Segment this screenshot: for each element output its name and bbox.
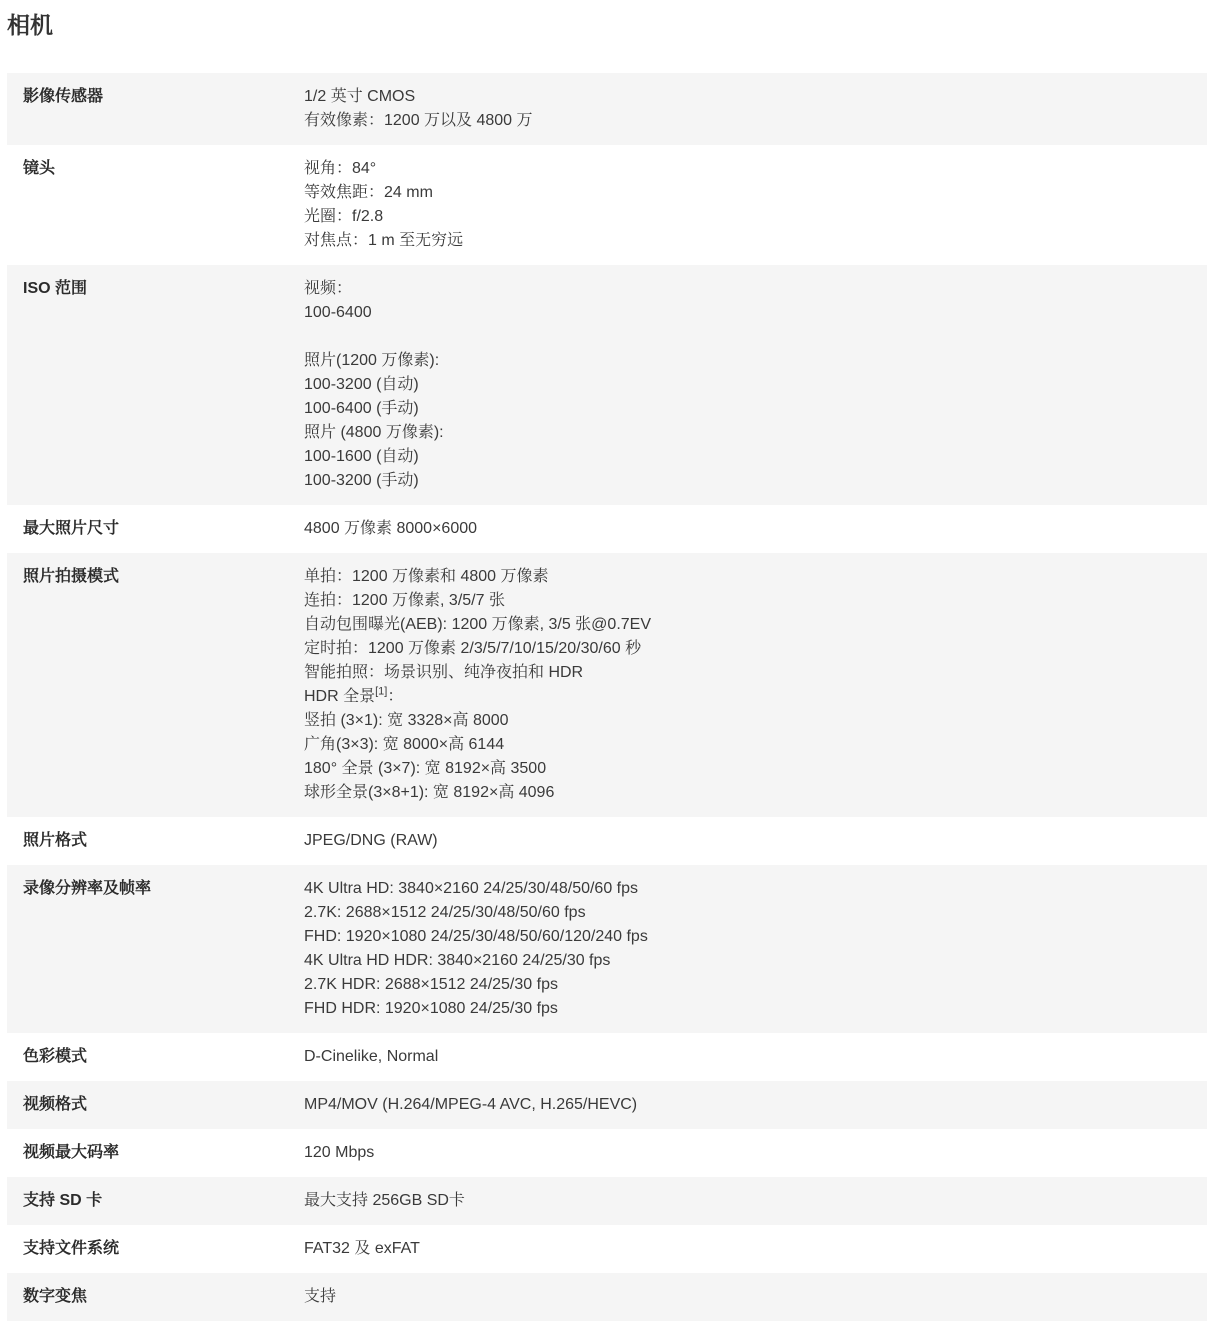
spec-row-image-sensor bbox=[7, 73, 1207, 145]
spec-value bbox=[304, 1093, 1207, 1117]
spec-line: 100-3200 (手动) bbox=[304, 472, 419, 489]
hdr-panorama-colon: ： bbox=[387, 688, 404, 705]
spec-line: 自动包围曝光(AEB): 1200 万像素, 3/5 张@0.7EV bbox=[304, 616, 652, 633]
spec-label: 镜头 bbox=[23, 160, 56, 177]
spec-label: 最大照片尺寸 bbox=[23, 520, 120, 537]
spec-label: 支持 SD 卡 bbox=[23, 1192, 103, 1209]
spec-label: 影像传感器 bbox=[23, 88, 104, 105]
spec-label: 数字变焦 bbox=[23, 1288, 88, 1305]
spec-line: 等效焦距：24 mm bbox=[304, 184, 433, 201]
spec-value bbox=[304, 565, 1207, 805]
spec-line-hdr-panorama bbox=[304, 685, 1207, 709]
spec-row-iso-range bbox=[7, 265, 1207, 505]
spec-line: 智能拍照：场景识别、纯净夜拍和 HDR bbox=[304, 664, 584, 681]
spec-line: 视角：84° bbox=[304, 160, 377, 177]
spec-value bbox=[304, 1237, 1207, 1261]
spec-line: 球形全景(3×8+1): 宽 8192×高 4096 bbox=[304, 784, 555, 801]
spec-value bbox=[304, 1141, 1207, 1165]
spec-value bbox=[304, 877, 1207, 1021]
spec-row-video-format bbox=[7, 1081, 1207, 1129]
spec-line: 100-3200 (自动) bbox=[304, 376, 419, 393]
spec-line: 100-6400 (手动) bbox=[304, 400, 419, 417]
spec-line: 4K Ultra HD: 3840×2160 24/25/30/48/50/60 fps bbox=[304, 880, 639, 897]
spec-line: 4K Ultra HD HDR: 3840×2160 24/25/30 fps bbox=[304, 952, 611, 969]
spec-value bbox=[304, 1285, 1207, 1309]
page-title: 相机 bbox=[7, 12, 53, 38]
spec-label: 录像分辨率及帧率 bbox=[23, 880, 152, 897]
spec-label: 色彩模式 bbox=[23, 1048, 88, 1065]
spec-value bbox=[304, 157, 1207, 253]
spec-line: 2.7K HDR: 2688×1512 24/25/30 fps bbox=[304, 976, 558, 993]
hdr-panorama-text: HDR 全景 bbox=[304, 688, 376, 705]
spec-line: JPEG/DNG (RAW) bbox=[304, 832, 438, 849]
spec-line: 视频： bbox=[304, 280, 353, 297]
spec-line: 单拍：1200 万像素和 4800 万像素 bbox=[304, 568, 549, 585]
spec-value bbox=[304, 277, 1207, 493]
spec-line: 连拍：1200 万像素, 3/5/7 张 bbox=[304, 592, 505, 609]
spec-value bbox=[304, 829, 1207, 853]
spec-row-file-system bbox=[7, 1225, 1207, 1273]
spec-row-photo-modes bbox=[7, 553, 1207, 817]
spec-line: FHD HDR: 1920×1080 24/25/30 fps bbox=[304, 1000, 558, 1017]
spec-line: 光圈：f/2.8 bbox=[304, 208, 384, 225]
spec-table bbox=[7, 73, 1207, 1321]
spec-line: D-Cinelike, Normal bbox=[304, 1048, 439, 1065]
spec-line: 对焦点：1 m 至无穷远 bbox=[304, 232, 464, 249]
spec-row-digital-zoom bbox=[7, 1273, 1207, 1321]
spec-line: 有效像素：1200 万以及 4800 万 bbox=[304, 112, 533, 129]
spec-line: MP4/MOV (H.264/MPEG-4 AVC, H.265/HEVC) bbox=[304, 1096, 638, 1113]
spec-line: 最大支持 256GB SD卡 bbox=[304, 1192, 465, 1209]
spec-label: 视频最大码率 bbox=[23, 1144, 120, 1161]
spec-line: 照片 (4800 万像素): bbox=[304, 424, 444, 441]
spec-line: 4800 万像素 8000×6000 bbox=[304, 520, 478, 537]
spec-value bbox=[304, 1189, 1207, 1213]
spec-line: 120 Mbps bbox=[304, 1144, 375, 1161]
spec-value bbox=[304, 85, 1207, 133]
spec-label: ISO 范围 bbox=[23, 280, 88, 297]
spec-line: FHD: 1920×1080 24/25/30/48/50/60/120/240 fps bbox=[304, 928, 648, 945]
spec-row-max-photo-size bbox=[7, 505, 1207, 553]
spec-label: 视频格式 bbox=[23, 1096, 88, 1113]
spec-row-video-resolution bbox=[7, 865, 1207, 1033]
spec-line: 100-6400 bbox=[304, 304, 372, 321]
spec-line-blank bbox=[304, 325, 1207, 349]
spec-label: 照片拍摄模式 bbox=[23, 568, 120, 585]
spec-line: 2.7K: 2688×1512 24/25/30/48/50/60 fps bbox=[304, 904, 586, 921]
spec-line: 1/2 英寸 CMOS bbox=[304, 88, 416, 105]
spec-label: 支持文件系统 bbox=[23, 1240, 120, 1257]
spec-row-sd-card bbox=[7, 1177, 1207, 1225]
spec-row-color-mode bbox=[7, 1033, 1207, 1081]
spec-line: 竖拍 (3×1): 宽 3328×高 8000 bbox=[304, 712, 509, 729]
spec-line: 照片(1200 万像素): bbox=[304, 352, 440, 369]
spec-row-max-bitrate bbox=[7, 1129, 1207, 1177]
spec-line: 100-1600 (自动) bbox=[304, 448, 419, 465]
spec-label: 照片格式 bbox=[23, 832, 88, 849]
spec-line: 180° 全景 (3×7): 宽 8192×高 3500 bbox=[304, 760, 547, 777]
spec-row-lens bbox=[7, 145, 1207, 265]
spec-row-photo-format bbox=[7, 817, 1207, 865]
footnote-link[interactable]: [1] bbox=[375, 685, 388, 698]
spec-line: 广角(3×3): 宽 8000×高 6144 bbox=[304, 736, 505, 753]
spec-line: 定时拍：1200 万像素 2/3/5/7/10/15/20/30/60 秒 bbox=[304, 640, 642, 657]
spec-line: FAT32 及 exFAT bbox=[304, 1240, 420, 1257]
spec-line: 支持 bbox=[304, 1288, 337, 1305]
spec-value bbox=[304, 1045, 1207, 1069]
spec-value bbox=[304, 517, 1207, 541]
